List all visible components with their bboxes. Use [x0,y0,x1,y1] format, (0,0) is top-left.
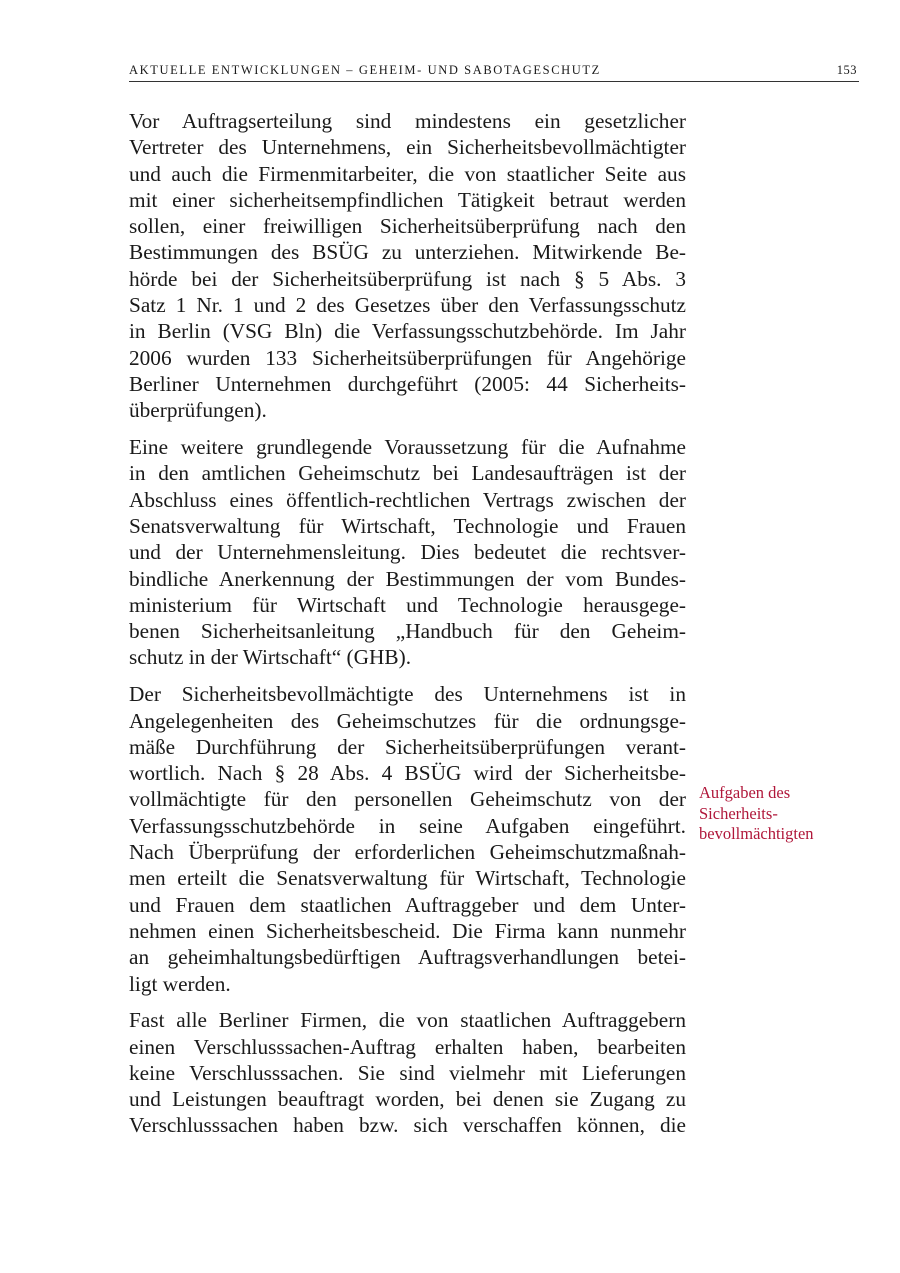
text-line: Angelegenheiten des Geheimschutzes für die ordnungsge- [129,708,686,733]
text-line: Verfassungsschutzbehörde in seine Aufgaben eingeführt. [129,813,686,838]
text-line: hörde bei der Sicherheitsüberprüfung ist nach § 5 Abs. 3 [129,266,686,291]
paragraph-3 [129,681,686,997]
paragraph-2 [129,434,686,671]
text-line: Vor Auftragserteilung sind mindestens ein gesetzlicher [129,109,686,133]
text-line: 2006 wurden 133 Sicherheitsüberprüfungen für Angehörige [129,345,686,370]
text-line: Nach Überprüfung der erforderlichen Geheimschutzmaßnah- [129,840,686,865]
margin-note-line: bevollmächtigten [699,824,814,843]
text-line: Abschluss eines öffentlich-rechtlichen Vertrags zwischen der [129,487,686,512]
body-text [129,108,686,1149]
running-header-title: AKTUELLE ENTWICKLUNGEN – GEHEIM- UND SABOTAGESCHUTZ [129,63,601,77]
text-line: mit einer sicherheitsempfindlichen Tätigkeit betraut werden [129,187,686,212]
text-line: überprüfungen). [129,398,267,423]
text-line: schutz in der Wirtschaft“ (GHB). [129,645,412,670]
text-line: sollen, einer freiwilligen Sicherheitsüberprüfung nach den [129,214,686,239]
text-line: bindliche Anerkennung der Bestimmungen der vom Bundes- [129,566,686,591]
margin-note-line: Sicherheits- [699,803,778,823]
text-line: Fast alle Berliner Firmen, die von staatlichen Auftraggebern [129,1008,686,1033]
text-line: nehmen einen Sicherheitsbescheid. Die Firma kann nunmehr [129,918,686,943]
margin-note [699,783,869,845]
text-line: benen Sicherheitsanleitung „Handbuch für den Geheim- [129,619,686,644]
paragraph-4 [129,1007,686,1138]
text-line: und auch die Firmenmitarbeiter, die von staatlicher Seite aus [129,161,686,186]
running-header [129,62,859,82]
text-line: in Berlin (VSG Bln) die Verfassungsschutzbehörde. Im Jahr [129,319,686,344]
paragraph-1 [129,108,686,424]
text-line: einen Verschlusssachen-Auftrag erhalten haben, bearbeiten [129,1034,686,1059]
text-line: mäße Durchführung der Sicherheitsüberprüfungen verant- [129,734,686,759]
text-line: vollmächtigte für den personellen Geheimschutz von der [129,787,686,812]
text-line: Bestimmungen des BSÜG zu unterziehen. Mitwirkende Be- [129,240,686,265]
text-line: in den amtlichen Geheimschutz bei Landesaufträgen ist der [129,461,686,486]
text-line: men erteilt die Senatsverwaltung für Wirtschaft, Technologie [129,866,686,891]
text-line: an geheimhaltungsbedürftigen Auftragsverhandlungen betei- [129,945,686,970]
text-line: Verschlusssachen haben bzw. sich verschaffen können, die [129,1113,686,1138]
text-line: Senatsverwaltung für Wirtschaft, Technologie und Frauen [129,513,686,538]
text-line: Satz 1 Nr. 1 und 2 des Gesetzes über den Verfassungsschutz [129,293,686,318]
text-line: Vertreter des Unternehmens, ein Sicherheitsbevollmächtigter [129,135,686,160]
margin-note-line: Aufgaben des [699,783,791,802]
text-line: keine Verschlusssachen. Sie sind vielmehr mit Lieferungen [129,1060,686,1085]
text-line: ministerium für Wirtschaft und Technologie herausgege- [129,592,686,617]
text-line: Berliner Unternehmen durchgeführt (2005: 44 Sicherheits- [129,371,686,396]
text-line: wortlich. Nach § 28 Abs. 4 BSÜG wird der Sicherheitsbe- [129,761,686,786]
text-line: und der Unternehmensleitung. Dies bedeutet die rechtsver- [129,540,686,565]
text-line: und Frauen dem staatlichen Auftraggeber und dem Unter- [129,892,686,917]
text-line: und Leistungen beauftragt worden, bei denen sie Zugang zu [129,1087,686,1112]
page-number: 153 [836,63,857,77]
text-line: ligt werden. [129,971,231,996]
text-line: Eine weitere grundlegende Voraussetzung für die Aufnahme [129,435,686,460]
text-line: Der Sicherheitsbevollmächtigte des Unternehmens ist in [129,682,686,707]
